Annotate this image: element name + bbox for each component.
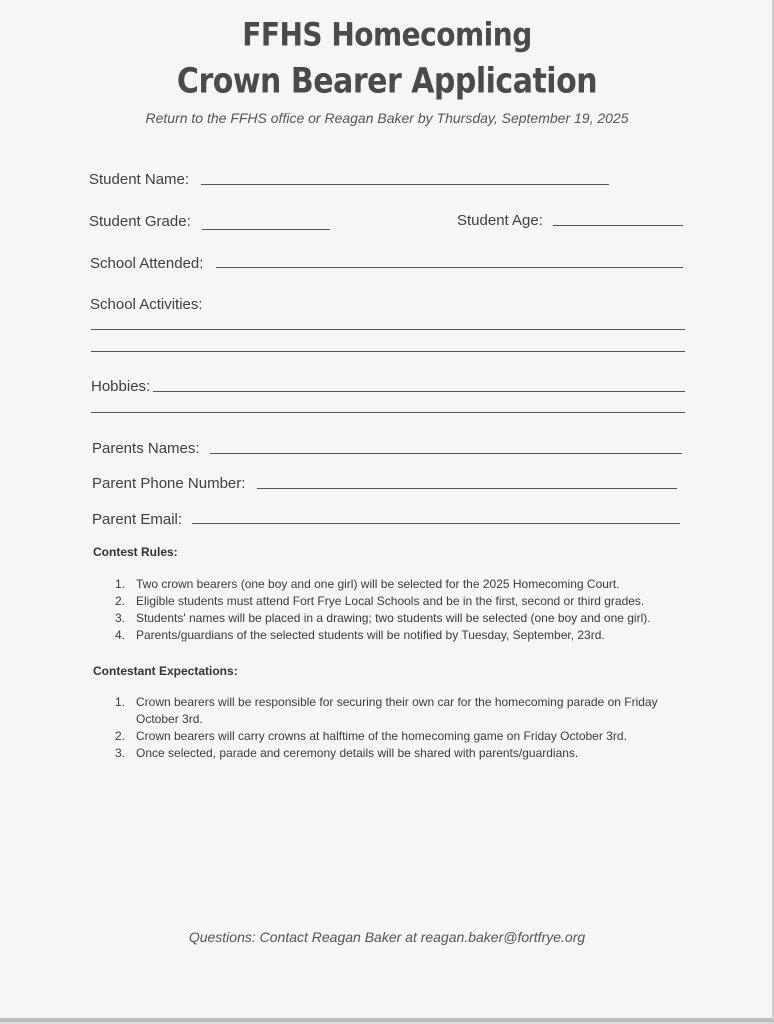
hobbies-line-1[interactable] — [153, 391, 685, 392]
list-text: Students' names will be placed in a drawing; two students will be selected (one boy and one girl). — [136, 611, 651, 625]
parent-email-label: Parent Email: — [92, 511, 183, 528]
title-line-2: Crown Bearer Application — [176, 61, 598, 102]
return-instructions: Return to the FFHS office or Reagan Baker by Thursday, September 19, 2025 — [145, 110, 629, 126]
school-attended-line[interactable] — [216, 267, 683, 268]
list-text: Once selected, parade and ceremony details will be shared with parents/guardians. — [136, 746, 579, 760]
list-number: 3. — [114, 746, 125, 760]
list-text: Crown bearers will be responsible for securing their own car for the homecoming parade on Friday October 3rd. — [136, 695, 658, 726]
parent-phone-line[interactable] — [257, 488, 677, 489]
list-number: 1. — [114, 577, 125, 591]
school-activities-line-1[interactable] — [91, 329, 685, 330]
list-item — [103, 576, 703, 593]
parent-email-line[interactable] — [192, 523, 680, 524]
list-item — [103, 745, 663, 762]
list-number: 2. — [114, 594, 125, 608]
student-grade-label: Student Grade: — [89, 213, 191, 230]
list-text: Two crown bearers (one boy and one girl) will be selected for the 2025 Homecoming Court. — [136, 577, 620, 591]
student-name-label: Student Name: — [89, 171, 190, 188]
list-item — [103, 593, 703, 610]
list-text: Parents/guardians of the selected students will be notified by Tuesday, September, 23rd. — [136, 628, 605, 642]
school-activities-label: School Activities: — [90, 296, 203, 313]
title-line-1: FFHS Homecoming — [242, 15, 532, 54]
list-number: 2. — [114, 729, 125, 743]
list-number: 4. — [114, 628, 125, 642]
contest-rules-list — [103, 576, 703, 644]
student-age-label: Student Age: — [457, 212, 543, 229]
contact-footer: Questions: Contact Reagan Baker at reagan.baker@fortfrye.org — [188, 929, 586, 945]
list-item — [103, 728, 663, 745]
hobbies-label: Hobbies: — [91, 378, 151, 395]
parents-names-label: Parents Names: — [92, 440, 200, 457]
expectations-list — [103, 694, 663, 762]
list-item — [103, 694, 663, 728]
list-number: 1. — [114, 695, 125, 709]
student-age-line[interactable] — [553, 225, 683, 226]
hobbies-line-2[interactable] — [91, 412, 685, 413]
student-grade-line[interactable] — [202, 229, 330, 230]
school-activities-line-2[interactable] — [91, 351, 685, 352]
student-name-line[interactable] — [201, 184, 609, 185]
parents-names-line[interactable] — [210, 453, 682, 454]
list-text: Crown bearers will carry crowns at halftime of the homecoming game on Friday October 3rd. — [136, 729, 627, 743]
list-text: Eligible students must attend Fort Frye Local Schools and be in the first, second or third grades. — [136, 594, 645, 608]
parent-phone-label: Parent Phone Number: — [92, 475, 246, 492]
contest-rules-heading: Contest Rules: — [93, 545, 178, 559]
school-attended-label: School Attended: — [90, 255, 204, 272]
list-number: 3. — [114, 611, 125, 625]
list-item — [103, 627, 703, 644]
expectations-heading: Contestant Expectations: — [93, 664, 238, 678]
list-item — [103, 610, 703, 627]
